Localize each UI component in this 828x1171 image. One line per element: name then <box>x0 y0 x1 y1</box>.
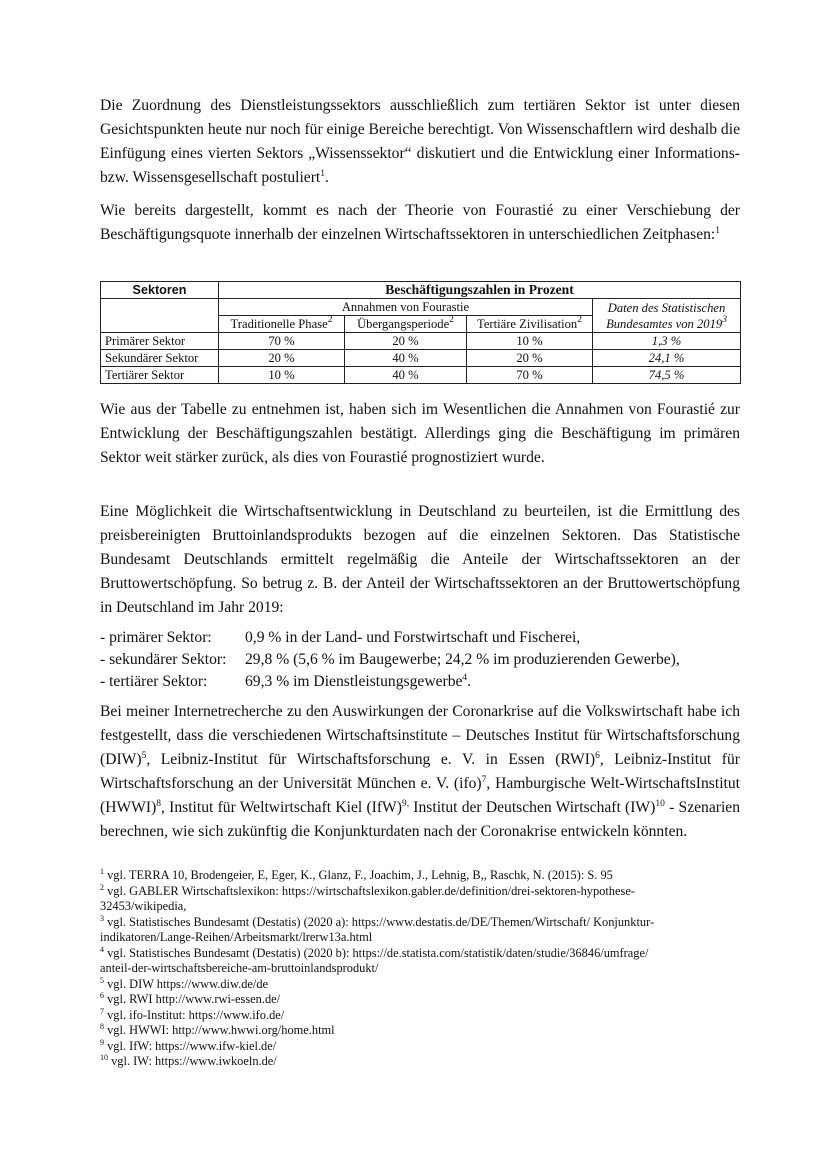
value-cell: 20 % <box>467 350 593 367</box>
list-item-label: - sekundärer Sektor: <box>100 651 227 668</box>
footnote-ref: 4 <box>462 673 468 683</box>
footnotes <box>100 868 740 1070</box>
paragraph-text: Die Zuordnung des Dienstleistungssektors ausschließlich zum tertiären Sektor ist unter diesen Gesichtspunkten heute nur noch für einige Bereiche berechtigt. Von Wissenschaftlern wird deshalb die Einfügung eines vierten Sektors „Wissenssektor“ diskutiert und die Entwicklung einer Informations- bzw. Wissensgesellschaft postuliert <box>100 97 740 186</box>
footnote-number: 2 <box>100 882 104 892</box>
footnote-text: vgl. DIW https://www.diw.de/de <box>107 976 269 991</box>
paragraph-coronakrise <box>100 700 740 844</box>
header-uebergangsperiode <box>345 316 467 333</box>
sector-cell: Primärer Sektor <box>101 333 219 350</box>
footnote-text: vgl. HWWI: http://www.hwwi.org/home.html <box>107 1023 335 1037</box>
footnote-number: 4 <box>100 944 104 954</box>
paragraph-text: . <box>325 169 329 186</box>
list-item-label: - primärer Sektor: <box>100 629 212 646</box>
employment-table-wrapper <box>100 281 740 384</box>
footnote-ref: 2 <box>449 315 454 325</box>
footnote-text: vgl. Statistisches Bundesamt (Destatis) (2020 b): https://de.statista.com/statistik/daten/studie/36846/umfrage/ <box>107 945 649 960</box>
footnote-item <box>100 915 740 931</box>
header-destatis-line1: Daten des Statistischen <box>607 300 726 315</box>
footnote-ref: 10 <box>655 799 665 809</box>
paragraph-wissenssektor <box>100 94 740 190</box>
footnote-number: 1 <box>100 867 104 876</box>
header-tertiaere-zivilisation <box>467 316 593 333</box>
list-item-label: - tertiärer Sektor: <box>100 673 208 690</box>
footnote-text: vgl. ifo-Institut: https://www.ifo.de/ <box>107 1007 285 1022</box>
list-item-value: 0,9 % in der Land- und Forstwirtschaft und Fischerei, <box>245 629 581 646</box>
paragraph-text: , Leibniz-Institut für Wirtschaftsforschung an der Universität München e. V. (ifo) <box>100 751 740 792</box>
table-row <box>101 367 741 384</box>
table-row <box>101 350 741 367</box>
footnote-text: vgl. IW: https://www.iwkoeln.de/ <box>111 1054 277 1068</box>
footnote-continuation: 32453/wikipedia, <box>100 899 187 913</box>
footnote-ref: 1 <box>320 169 325 179</box>
sector-cell: Sekundärer Sektor <box>101 350 219 367</box>
header-destatis <box>593 299 741 333</box>
header-destatis-line2: Bundesamtes von 2019 <box>606 316 723 331</box>
paragraph-text: , Institut für Weltwirtschaft Kiel (IfW) <box>161 799 402 816</box>
value-cell: 40 % <box>345 350 467 367</box>
footnote-item <box>100 1008 740 1024</box>
value-cell: 20 % <box>345 333 467 350</box>
value-cell: 70 % <box>467 367 593 384</box>
footnote-item <box>100 884 740 900</box>
footnote-item <box>100 868 740 884</box>
footnote-number: 9 <box>100 1037 104 1047</box>
table-header-row <box>101 282 741 299</box>
footnote-number: 8 <box>100 1022 104 1031</box>
paragraph-fourastie <box>100 199 740 247</box>
footnote-number: 10 <box>100 1053 108 1062</box>
paragraph-text: , Leibniz-Institut für Wirtschaftsforschung e. V. in Essen (RWI) <box>146 751 596 768</box>
employment-table <box>100 281 741 384</box>
list-item-value: 29,8 % (5,6 % im Baugewerbe; 24,2 % im produzierenden Gewerbe), <box>245 651 680 668</box>
value-cell: 40 % <box>345 367 467 384</box>
footnote-ref: 2 <box>577 315 582 325</box>
paragraph-tabelle: Wie aus der Tabelle zu entnehmen ist, haben sich im Wesentlichen die Annahmen von Fourastié zur Entwicklung der Beschäftigungszahlen bestätigt. Allerdings ging die Beschäftigung im primären Sektor weit stärker zurück, als dies von Fourastié prognostiziert wurde. <box>100 401 740 466</box>
footnote-ref: 2 <box>327 315 333 325</box>
value-cell: 10 % <box>467 333 593 350</box>
footnote-item <box>100 977 740 993</box>
footnote-text: vgl. IfW: https://www.ifw-kiel.de/ <box>107 1038 277 1053</box>
footnote-text: vgl. RWI http://www.rwi-essen.de/ <box>107 992 281 1006</box>
footnote-number: 5 <box>100 975 104 985</box>
footnote-ref: 5 <box>141 751 147 761</box>
value-cell: 24,1 % <box>593 350 741 367</box>
footnote-number: 3 <box>100 913 104 923</box>
header-annahmen: Annahmen von Fourastie <box>219 299 593 316</box>
footnote-ref: 6 <box>595 751 600 761</box>
footnote-ref: 7 <box>481 775 487 785</box>
paragraph-bruttowertschoepfung: Eine Möglichkeit die Wirtschaftsentwicklung in Deutschland zu beurteilen, ist die Ermittlung des preisbereinigten Bruttoinlandsprodukts bezogen auf die einzelnen Sektoren. Das Statistische Bundesamt Deutschlands ermittelt regelmäßig die Anteile der Wirtschaftssektoren an der Bruttowertschöpfung. So betrug z. B. der Anteil der Wirtschaftssektoren an der Bruttowertschöpfung in Deutschland im Jahr 2019: <box>100 503 740 616</box>
sector-share-list <box>100 626 740 692</box>
table-header-row <box>101 299 741 316</box>
header-beschaeftigungszahlen: Beschäftigungszahlen in Prozent <box>219 282 741 299</box>
subheader-label: Traditionelle Phase <box>230 317 328 331</box>
list-item <box>100 626 740 648</box>
footnote-text: vgl. TERRA 10, Brodengeier, E, Eger, K., Glanz, F., Joachim, J., Lehnig, B,, Raschk, N. (2015): S. 95 <box>107 868 613 882</box>
header-traditionelle-phase <box>219 316 345 333</box>
footnote-ref: 8 <box>156 799 162 809</box>
paragraph-text: , Hamburgische Welt-WirtschaftsInstitut (HWWI) <box>100 775 740 816</box>
footnote-item <box>100 1039 740 1055</box>
footnote-ref: 1 <box>715 226 721 236</box>
footnote-item <box>100 992 740 1008</box>
value-cell: 20 % <box>219 350 345 367</box>
list-item-value: 69,3 % im Dienstleistungsgewerbe <box>245 673 463 690</box>
footnote-text: vgl. GABLER Wirtschaftslexikon: https://wirtschaftslexikon.gabler.de/definition/drei-sektoren-hypothese- <box>107 883 635 898</box>
sector-cell: Tertiärer Sektor <box>101 367 219 384</box>
header-empty-cell <box>101 299 219 333</box>
value-cell: 1,3 % <box>593 333 741 350</box>
list-item-punct: . <box>467 673 472 690</box>
footnote-item <box>100 946 740 962</box>
subheader-label: Tertiäre Zivilisation <box>477 317 578 331</box>
footnote-ref: 3 <box>722 314 727 325</box>
footnote-item <box>100 1054 740 1070</box>
paragraph-text: Wie bereits dargestellt, kommt es nach der Theorie von Fourastié zu einer Verschiebung der Beschäftigungsquote innerhalb der einzelnen Wirtschaftssektoren in unterschiedlichen Zeitphasen: <box>100 202 740 243</box>
value-cell: 70 % <box>219 333 345 350</box>
footnote-continuation: anteil-der-wirtschaftsbereiche-am-bruttoinlandsprodukt/ <box>100 961 379 975</box>
footnote-item <box>100 1023 740 1039</box>
footnote-ref: 9, <box>401 799 410 809</box>
list-item <box>100 670 740 692</box>
footnote-continuation: indikatoren/Lange-Reihen/Arbeitsmarkt/lrerw13a.html <box>100 930 373 944</box>
table-row <box>101 333 741 350</box>
paragraph-text: - Szenarien berechnen, wie sich zukünftig die Konjunkturdaten nach der Coronakrise entwickeln könnten. <box>100 799 740 840</box>
paragraph-text: Bei meiner Internetrecherche zu den Auswirkungen der Coronarkrise auf die Volkswirtschaft habe ich festgestellt, dass die verschiedenen Wirtschaftsinstitute – Deutsches Institut für Wirtschaftsforschung (DIW) <box>100 703 740 768</box>
footnote-number: 6 <box>100 991 104 1000</box>
footnote-number: 7 <box>100 1006 104 1016</box>
value-cell: 74,5 % <box>593 367 741 384</box>
list-item <box>100 648 740 670</box>
value-cell: 10 % <box>219 367 345 384</box>
header-sektoren: Sektoren <box>101 282 219 299</box>
subheader-label: Übergangsperiode <box>357 317 450 331</box>
footnote-text: vgl. Statistisches Bundesamt (Destatis) (2020 a): https://www.destatis.de/DE/Themen/Wirtschaft/ Konjunktur- <box>107 914 655 929</box>
paragraph-text: Institut der Deutschen Wirtschaft (IW) <box>409 799 656 816</box>
